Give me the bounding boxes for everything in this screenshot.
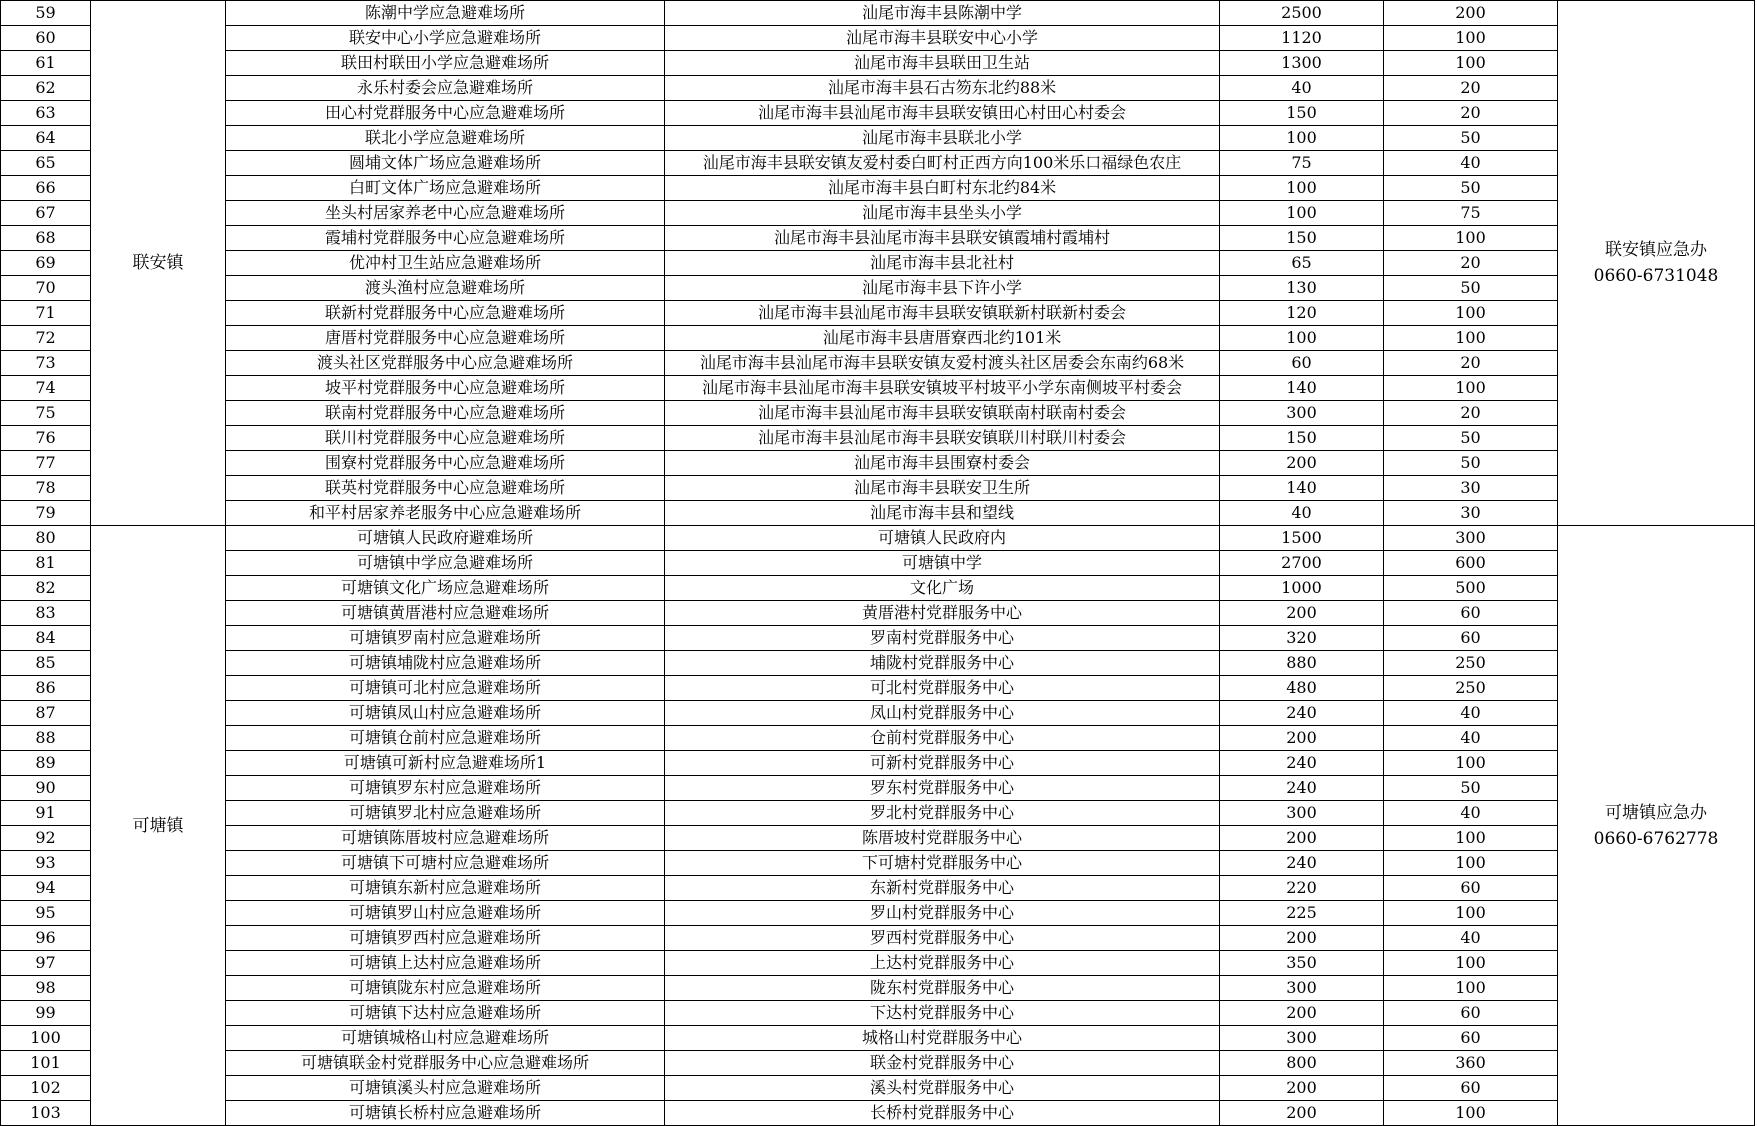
shelter-capacity: 40 [1384, 926, 1558, 951]
shelter-capacity: 50 [1384, 126, 1558, 151]
table-row [1, 551, 1755, 576]
shelter-name: 联南村党群服务中心应急避难场所 [226, 401, 665, 426]
contact-cell [1558, 1, 1755, 526]
table-row [1, 851, 1755, 876]
shelter-name: 和平村居家养老服务中心应急避难场所 [226, 501, 665, 526]
row-number: 73 [1, 351, 91, 376]
row-number: 79 [1, 501, 91, 526]
shelter-name: 可塘镇上达村应急避难场所 [226, 951, 665, 976]
table-row [1, 751, 1755, 776]
table-row [1, 676, 1755, 701]
shelter-address: 埔陇村党群服务中心 [665, 651, 1220, 676]
shelter-address: 汕尾市海丰县联安卫生所 [665, 476, 1220, 501]
contact-phone: 0660-6762778 [1593, 828, 1719, 849]
shelter-capacity: 75 [1384, 201, 1558, 226]
table-row [1, 1051, 1755, 1076]
shelter-capacity: 100 [1384, 26, 1558, 51]
shelter-area: 100 [1220, 176, 1384, 201]
shelter-area: 225 [1220, 901, 1384, 926]
shelter-name: 可塘镇陈厝坡村应急避难场所 [226, 826, 665, 851]
shelter-area: 150 [1220, 426, 1384, 451]
row-number: 94 [1, 876, 91, 901]
shelter-name: 可塘镇罗西村应急避难场所 [226, 926, 665, 951]
shelter-area: 300 [1220, 401, 1384, 426]
table-row [1, 476, 1755, 501]
shelter-address: 汕尾市海丰县唐厝寮西北约101米 [665, 326, 1220, 351]
shelter-area: 60 [1220, 351, 1384, 376]
table-row [1, 301, 1755, 326]
shelter-name: 田心村党群服务中心应急避难场所 [226, 101, 665, 126]
table-row [1, 901, 1755, 926]
shelter-capacity: 30 [1384, 476, 1558, 501]
shelter-address: 汕尾市海丰县石古笏东北约88米 [665, 76, 1220, 101]
shelter-address: 汕尾市海丰县汕尾市海丰县联安镇联南村联南村委会 [665, 401, 1220, 426]
shelter-capacity: 50 [1384, 451, 1558, 476]
shelter-area: 200 [1220, 1001, 1384, 1026]
row-number: 102 [1, 1076, 91, 1101]
shelter-area: 100 [1220, 201, 1384, 226]
shelter-area: 40 [1220, 76, 1384, 101]
table-row [1, 526, 1755, 551]
table-row [1, 201, 1755, 226]
row-number: 77 [1, 451, 91, 476]
shelter-capacity: 100 [1384, 901, 1558, 926]
row-number: 99 [1, 1001, 91, 1026]
shelter-name: 可塘镇凤山村应急避难场所 [226, 701, 665, 726]
shelter-name: 坡平村党群服务中心应急避难场所 [226, 376, 665, 401]
shelter-address: 汕尾市海丰县陈潮中学 [665, 1, 1220, 26]
shelter-name: 坐头村居家养老中心应急避难场所 [226, 201, 665, 226]
shelter-name: 渡头社区党群服务中心应急避难场所 [226, 351, 665, 376]
shelter-area: 150 [1220, 101, 1384, 126]
shelter-name: 可塘镇文化广场应急避难场所 [226, 576, 665, 601]
shelter-name: 可塘镇可北村应急避难场所 [226, 676, 665, 701]
row-number: 88 [1, 726, 91, 751]
shelter-area: 150 [1220, 226, 1384, 251]
row-number: 89 [1, 751, 91, 776]
table-row [1, 26, 1755, 51]
table-row [1, 926, 1755, 951]
shelter-name: 白町文体广场应急避难场所 [226, 176, 665, 201]
shelter-capacity: 100 [1384, 51, 1558, 76]
shelter-address: 汕尾市海丰县汕尾市海丰县联安镇田心村田心村委会 [665, 101, 1220, 126]
table-row [1, 151, 1755, 176]
shelter-area: 300 [1220, 1026, 1384, 1051]
contact-phone: 0660-6731048 [1593, 266, 1719, 286]
row-number: 80 [1, 526, 91, 551]
shelter-name: 渡头渔村应急避难场所 [226, 276, 665, 301]
shelter-name: 联川村党群服务中心应急避难场所 [226, 426, 665, 451]
row-number: 70 [1, 276, 91, 301]
shelter-area: 1000 [1220, 576, 1384, 601]
row-number: 87 [1, 701, 91, 726]
row-number: 92 [1, 826, 91, 851]
table-row [1, 451, 1755, 476]
shelter-address: 长桥村党群服务中心 [665, 1101, 1220, 1126]
row-number: 81 [1, 551, 91, 576]
shelter-capacity: 40 [1384, 151, 1558, 176]
shelter-area: 800 [1220, 1051, 1384, 1076]
table-row [1, 651, 1755, 676]
shelter-area: 240 [1220, 751, 1384, 776]
shelter-name: 可塘镇埔陇村应急避难场所 [226, 651, 665, 676]
shelter-capacity: 100 [1384, 1101, 1558, 1126]
table-row [1, 776, 1755, 801]
table-row [1, 1026, 1755, 1051]
table-row [1, 426, 1755, 451]
shelter-name: 联新村党群服务中心应急避难场所 [226, 301, 665, 326]
shelter-address: 可塘镇人民政府内 [665, 526, 1220, 551]
shelter-area: 300 [1220, 976, 1384, 1001]
shelter-address: 上达村党群服务中心 [665, 951, 1220, 976]
shelter-name: 可塘镇下可塘村应急避难场所 [226, 851, 665, 876]
town-name: 可塘镇 [91, 526, 226, 1126]
shelter-address: 可塘镇中学 [665, 551, 1220, 576]
shelter-capacity: 50 [1384, 776, 1558, 801]
shelter-capacity: 100 [1384, 751, 1558, 776]
shelter-area: 75 [1220, 151, 1384, 176]
town-name: 联安镇 [91, 1, 226, 526]
table-row [1, 626, 1755, 651]
shelter-capacity: 100 [1384, 951, 1558, 976]
table-row [1, 1101, 1755, 1126]
shelter-address: 仓前村党群服务中心 [665, 726, 1220, 751]
shelter-area: 480 [1220, 676, 1384, 701]
shelter-capacity: 600 [1384, 551, 1558, 576]
shelter-name: 可塘镇罗北村应急避难场所 [226, 801, 665, 826]
shelter-area: 200 [1220, 1076, 1384, 1101]
table-row [1, 601, 1755, 626]
shelter-capacity: 100 [1384, 376, 1558, 401]
row-number: 97 [1, 951, 91, 976]
shelter-address: 罗西村党群服务中心 [665, 926, 1220, 951]
row-number: 74 [1, 376, 91, 401]
table-row [1, 976, 1755, 1001]
shelter-address: 汕尾市海丰县汕尾市海丰县联安镇霞埔村霞埔村 [665, 226, 1220, 251]
shelter-capacity: 30 [1384, 501, 1558, 526]
shelter-area: 1120 [1220, 26, 1384, 51]
row-number: 90 [1, 776, 91, 801]
shelter-address: 汕尾市海丰县坐头小学 [665, 201, 1220, 226]
shelter-area: 1500 [1220, 526, 1384, 551]
shelter-area: 140 [1220, 376, 1384, 401]
table-row [1, 76, 1755, 101]
table-row [1, 951, 1755, 976]
shelter-area: 220 [1220, 876, 1384, 901]
shelter-area: 240 [1220, 701, 1384, 726]
row-number: 86 [1, 676, 91, 701]
shelter-area: 240 [1220, 851, 1384, 876]
shelter-area: 130 [1220, 276, 1384, 301]
shelter-name: 可塘镇城格山村应急避难场所 [226, 1026, 665, 1051]
shelter-address: 汕尾市海丰县联安镇友爱村委白町村正西方向100米乐口福绿色农庄 [665, 151, 1220, 176]
shelter-address: 黄厝港村党群服务中心 [665, 601, 1220, 626]
table-row [1, 1076, 1755, 1101]
shelter-capacity: 60 [1384, 1076, 1558, 1101]
contact-cell [1558, 526, 1755, 1126]
shelter-capacity: 250 [1384, 651, 1558, 676]
shelter-name: 圆埔文体广场应急避难场所 [226, 151, 665, 176]
shelter-capacity: 50 [1384, 276, 1558, 301]
table-row [1, 126, 1755, 151]
shelter-name: 可塘镇罗东村应急避难场所 [226, 776, 665, 801]
shelter-address: 汕尾市海丰县北社村 [665, 251, 1220, 276]
shelter-name: 可塘镇中学应急避难场所 [226, 551, 665, 576]
shelter-capacity: 40 [1384, 701, 1558, 726]
shelter-capacity: 360 [1384, 1051, 1558, 1076]
shelter-capacity: 20 [1384, 76, 1558, 101]
shelter-capacity: 60 [1384, 1001, 1558, 1026]
shelter-area: 320 [1220, 626, 1384, 651]
shelter-address: 文化广场 [665, 576, 1220, 601]
shelter-name: 联安中心小学应急避难场所 [226, 26, 665, 51]
shelter-area: 120 [1220, 301, 1384, 326]
row-number: 69 [1, 251, 91, 276]
shelter-capacity: 300 [1384, 526, 1558, 551]
shelter-area: 2700 [1220, 551, 1384, 576]
table-row [1, 876, 1755, 901]
shelter-area: 200 [1220, 926, 1384, 951]
shelter-capacity: 100 [1384, 851, 1558, 876]
table-row [1, 576, 1755, 601]
shelter-address: 陈厝坡村党群服务中心 [665, 826, 1220, 851]
shelter-capacity: 60 [1384, 876, 1558, 901]
shelter-area: 40 [1220, 501, 1384, 526]
shelter-area: 1300 [1220, 51, 1384, 76]
shelter-area: 300 [1220, 801, 1384, 826]
row-number: 71 [1, 301, 91, 326]
table-row [1, 726, 1755, 751]
contact-name: 联安镇应急办 [1605, 240, 1707, 260]
row-number: 101 [1, 1051, 91, 1076]
shelter-address: 可新村党群服务中心 [665, 751, 1220, 776]
shelter-address: 汕尾市海丰县汕尾市海丰县联安镇联川村联川村委会 [665, 426, 1220, 451]
shelter-name: 可塘镇人民政府避难场所 [226, 526, 665, 551]
shelter-address: 东新村党群服务中心 [665, 876, 1220, 901]
shelter-name: 陈潮中学应急避难场所 [226, 1, 665, 26]
row-number: 100 [1, 1026, 91, 1051]
row-number: 62 [1, 76, 91, 101]
shelter-address: 城格山村党群服务中心 [665, 1026, 1220, 1051]
shelter-name: 可塘镇联金村党群服务中心应急避难场所 [226, 1051, 665, 1076]
shelter-address: 罗南村党群服务中心 [665, 626, 1220, 651]
shelter-address: 陇东村党群服务中心 [665, 976, 1220, 1001]
shelter-area: 880 [1220, 651, 1384, 676]
shelter-address: 汕尾市海丰县联安中心小学 [665, 26, 1220, 51]
row-number: 82 [1, 576, 91, 601]
shelter-capacity: 100 [1384, 301, 1558, 326]
row-number: 95 [1, 901, 91, 926]
table-row [1, 1001, 1755, 1026]
row-number: 68 [1, 226, 91, 251]
table-row [1, 226, 1755, 251]
shelter-capacity: 200 [1384, 1, 1558, 26]
shelter-capacity: 40 [1384, 726, 1558, 751]
shelter-capacity: 100 [1384, 326, 1558, 351]
shelter-capacity: 250 [1384, 676, 1558, 701]
row-number: 64 [1, 126, 91, 151]
shelter-name: 可塘镇罗山村应急避难场所 [226, 901, 665, 926]
row-number: 96 [1, 926, 91, 951]
shelter-name: 永乐村委会应急避难场所 [226, 76, 665, 101]
table-row [1, 51, 1755, 76]
shelter-address: 汕尾市海丰县汕尾市海丰县联安镇友爱村渡头社区居委会东南约68米 [665, 351, 1220, 376]
shelter-address: 凤山村党群服务中心 [665, 701, 1220, 726]
shelter-address: 汕尾市海丰县白町村东北约84米 [665, 176, 1220, 201]
shelter-name: 可塘镇溪头村应急避难场所 [226, 1076, 665, 1101]
row-number: 63 [1, 101, 91, 126]
shelter-address: 汕尾市海丰县汕尾市海丰县联安镇坡平村坡平小学东南侧坡平村委会 [665, 376, 1220, 401]
shelter-address: 罗山村党群服务中心 [665, 901, 1220, 926]
table-row [1, 176, 1755, 201]
shelter-capacity: 40 [1384, 801, 1558, 826]
shelter-table-body [1, 1, 1755, 1126]
row-number: 75 [1, 401, 91, 426]
row-number: 84 [1, 626, 91, 651]
shelter-name: 联田村联田小学应急避难场所 [226, 51, 665, 76]
row-number: 93 [1, 851, 91, 876]
row-number: 76 [1, 426, 91, 451]
shelter-name: 联北小学应急避难场所 [226, 126, 665, 151]
table-row [1, 701, 1755, 726]
shelter-capacity: 50 [1384, 426, 1558, 451]
shelter-capacity: 20 [1384, 351, 1558, 376]
row-number: 61 [1, 51, 91, 76]
shelter-area: 200 [1220, 1101, 1384, 1126]
shelter-address: 汕尾市海丰县联北小学 [665, 126, 1220, 151]
shelter-name: 围寮村党群服务中心应急避难场所 [226, 451, 665, 476]
shelter-name: 可塘镇罗南村应急避难场所 [226, 626, 665, 651]
table-row [1, 801, 1755, 826]
row-number: 98 [1, 976, 91, 1001]
shelter-address: 下达村党群服务中心 [665, 1001, 1220, 1026]
shelter-area: 200 [1220, 726, 1384, 751]
table-row [1, 101, 1755, 126]
shelter-name: 优冲村卫生站应急避难场所 [226, 251, 665, 276]
shelter-area: 240 [1220, 776, 1384, 801]
shelter-address: 罗北村党群服务中心 [665, 801, 1220, 826]
row-number: 60 [1, 26, 91, 51]
shelter-capacity: 20 [1384, 251, 1558, 276]
row-number: 103 [1, 1101, 91, 1126]
shelter-area: 200 [1220, 601, 1384, 626]
shelter-capacity: 100 [1384, 976, 1558, 1001]
shelter-area: 100 [1220, 126, 1384, 151]
shelter-capacity: 20 [1384, 401, 1558, 426]
shelter-address: 溪头村党群服务中心 [665, 1076, 1220, 1101]
shelter-name: 可塘镇黄厝港村应急避难场所 [226, 601, 665, 626]
shelter-capacity: 100 [1384, 226, 1558, 251]
table-row [1, 401, 1755, 426]
table-row [1, 276, 1755, 301]
shelter-capacity: 500 [1384, 576, 1558, 601]
table-row [1, 251, 1755, 276]
row-number: 78 [1, 476, 91, 501]
row-number: 66 [1, 176, 91, 201]
shelter-name: 可塘镇仓前村应急避难场所 [226, 726, 665, 751]
shelter-address: 汕尾市海丰县下许小学 [665, 276, 1220, 301]
shelter-address: 汕尾市海丰县联田卫生站 [665, 51, 1220, 76]
shelter-address: 联金村党群服务中心 [665, 1051, 1220, 1076]
shelter-area: 200 [1220, 826, 1384, 851]
shelter-area: 140 [1220, 476, 1384, 501]
row-number: 67 [1, 201, 91, 226]
shelter-area: 200 [1220, 451, 1384, 476]
table-row [1, 351, 1755, 376]
table-row [1, 1, 1755, 26]
contact-name: 可塘镇应急办 [1605, 802, 1707, 823]
shelter-address: 罗东村党群服务中心 [665, 776, 1220, 801]
shelter-capacity: 20 [1384, 101, 1558, 126]
row-number: 91 [1, 801, 91, 826]
shelter-name: 霞埔村党群服务中心应急避难场所 [226, 226, 665, 251]
row-number: 59 [1, 1, 91, 26]
shelter-area: 350 [1220, 951, 1384, 976]
shelter-capacity: 60 [1384, 626, 1558, 651]
shelter-capacity: 100 [1384, 826, 1558, 851]
shelter-address: 汕尾市海丰县汕尾市海丰县联安镇联新村联新村委会 [665, 301, 1220, 326]
row-number: 85 [1, 651, 91, 676]
shelter-address: 可北村党群服务中心 [665, 676, 1220, 701]
shelter-area: 100 [1220, 326, 1384, 351]
shelter-address: 汕尾市海丰县和望线 [665, 501, 1220, 526]
shelter-capacity: 60 [1384, 601, 1558, 626]
table-row [1, 376, 1755, 401]
shelter-address: 汕尾市海丰县围寮村委会 [665, 451, 1220, 476]
shelter-capacity: 60 [1384, 1026, 1558, 1051]
shelter-name: 可塘镇可新村应急避难场所1 [226, 751, 665, 776]
shelter-name: 可塘镇陇东村应急避难场所 [226, 976, 665, 1001]
table-row [1, 501, 1755, 526]
shelter-name: 联英村党群服务中心应急避难场所 [226, 476, 665, 501]
shelter-area: 65 [1220, 251, 1384, 276]
shelter-name: 唐厝村党群服务中心应急避难场所 [226, 326, 665, 351]
row-number: 83 [1, 601, 91, 626]
shelter-name: 可塘镇长桥村应急避难场所 [226, 1101, 665, 1126]
shelter-capacity: 50 [1384, 176, 1558, 201]
table-row [1, 326, 1755, 351]
shelter-address: 下可塘村党群服务中心 [665, 851, 1220, 876]
shelter-name: 可塘镇下达村应急避难场所 [226, 1001, 665, 1026]
row-number: 72 [1, 326, 91, 351]
shelter-name: 可塘镇东新村应急避难场所 [226, 876, 665, 901]
row-number: 65 [1, 151, 91, 176]
shelter-area: 2500 [1220, 1, 1384, 26]
table-row [1, 826, 1755, 851]
